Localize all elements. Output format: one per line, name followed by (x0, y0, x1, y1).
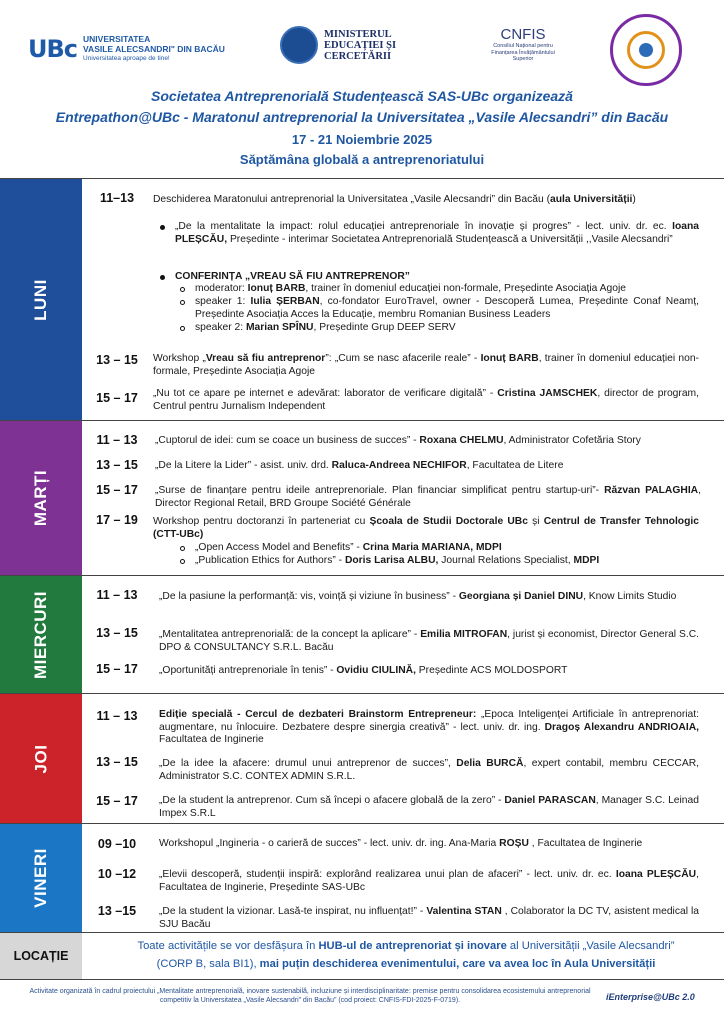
talk-item: „Publication Ethics for Authors” - Doris Larisa ALBU, Journal Relations Specialist, MDPI (195, 555, 600, 566)
ubc-logo-tagline: Universitatea aproape de tine! (83, 55, 170, 62)
location-label: LOCAȚIE (0, 933, 82, 979)
cnfis-sub3: Superior (512, 56, 534, 62)
header-logos (0, 0, 724, 84)
day-marti (0, 420, 724, 575)
event-title: Entrepathon@UBc - Maratonul antreprenorial la Universitatea „Vasile Alecsandri” din Bacău (55, 109, 669, 125)
cnfis-sub2: Finanțarea Învățământului (491, 49, 555, 56)
slot-desc: „Mentalitatea antreprenorială: de la concept la aplicare” - Emilia MITROFAN, jurist și economist, Director General S.C. DPO & CONSULTANCY S.R.L. Bacău (159, 629, 699, 653)
slot-time: 15 – 17 (96, 794, 138, 808)
slot-desc: „Cuptorul de idei: cum se coace un business de succes” - Roxana CHELMU, Administrator Cofetăria Story (155, 435, 641, 446)
slot-desc: „Nu tot ce apare pe internet e adevărat: laborator de verificare digitală” - Cristina JAMSCHEK, director de program, Centrul pentru Jurnalism Independent (153, 388, 699, 412)
slot-time: 17 – 19 (96, 513, 138, 527)
sas-logo-icon (610, 14, 682, 86)
slot-time: 15 – 17 (96, 483, 138, 497)
slot-time: 10 –12 (97, 867, 137, 881)
ienterprise-logo: iEnterprise@UBc 2.0 (606, 992, 695, 1002)
bullet-icon (160, 275, 165, 280)
slot-time: 13 – 15 (96, 626, 138, 640)
day-label-luni: LUNI (30, 278, 50, 321)
slot-time: 15 – 17 (96, 662, 138, 676)
slot-time: 09 –10 (97, 837, 137, 851)
speaker-item: speaker 1: Iulia ȘERBAN, co-fondator EuroTravel, owner - Descoperă Lumea, Președinte Conaf Neamț, Președinte Asociația Acces la Educație, membru Romanian Business Leaders (195, 296, 699, 320)
ubc-logo (28, 34, 225, 64)
slot-time: 13 – 15 (96, 458, 138, 472)
cnfis-title: CNFIS (500, 26, 546, 43)
ministry-line3: CERCETĂRII (324, 50, 392, 62)
ubc-logo-mark: UBc (28, 35, 78, 63)
slot-desc: Ediție specială - Cercul de dezbateri Brainstorm Entrepreneur: „Epoca Inteligenței Artificiale în antreprenoriat: augmentare, nu înlocuire. Dezbatere despre sinergia creativă” - lect. univ. dr. ing. Dragoș Alexandru ANDRIOAIA, Facultatea de Inginerie (159, 709, 699, 745)
slot-time: 11 – 13 (96, 433, 138, 447)
ministry-line1: MINISTERUL (324, 28, 392, 40)
slot-time: 13 – 15 (96, 353, 138, 367)
slot-desc: Workshop „Vreau să fiu antreprenor”: „Cum se nasc afacerile reale” - Ionuț BARB, trainer în domeniul educației non-formale, Președinte Asociația Agoje (153, 353, 699, 377)
day-miercuri (0, 575, 724, 693)
ministry-line2: EDUCAȚIEI ȘI (324, 39, 397, 51)
speaker-item: speaker 2: Marian SPÎNU, Președinte Grup DEEP SERV (195, 322, 456, 333)
location-text: Toate activitățile se vor desfășura în HUB-ul de antreprenoriat și inovare al Universității „Vasile Alecsandri” (CORP B, sala BI1), mai puțin deschiderea evenimentului, care va avea loc în Aula Universității (137, 940, 675, 970)
slot-desc: „Elevii descoperă, studenții inspiră: explorând realizarea unui plan de afaceri” - lect. univ. dr. ec. Ioana PLEȘCĂU, Facultatea de Inginerie, Președinte SAS-UBc (159, 869, 699, 893)
cnfis-sub1: Consiliul Național pentru (493, 43, 553, 49)
slot-desc: „De la idee la afacere: drumul unui antreprenor de succes”, Delia BURCĂ, expert contabil, membru CECCAR, Administrator S.C. CONTEX ADMIN S.R.L. (159, 758, 700, 782)
location-row (0, 932, 724, 980)
ubc-logo-line2: VASILE ALECSANDRI" DIN BACĂU (83, 44, 225, 54)
circle-bullet-icon (180, 559, 185, 564)
circle-bullet-icon (180, 300, 185, 305)
event-dates: 17 - 21 Noiembrie 2025 (291, 132, 433, 147)
day-joi (0, 693, 724, 823)
footer-note: Activitate organizată în cadrul proiectului „Mentalitate antreprenorială, inovare sustenabilă, incluziune și interdisciplinaritate: premise pentru consolidarea ecosistemului antreprenorial competitiv la Universitatea „Vasile Alecsandri” din Bacău” (cod proiect: CNFIS-FDI-2025-F-0719). (29, 988, 591, 1004)
slot-desc: Workshop pentru doctoranzi în parteneriat cu Școala de Studii Doctorale UBc și Centrul de Transfer Tehnologic (CTT-UBc) (153, 516, 699, 540)
speaker-item: moderator: Ionuț BARB, trainer în domeniul educației non-formale, Președinte Asociația Agoje (195, 283, 626, 294)
slot-time: 11 – 13 (96, 709, 138, 723)
slot-time: 13 –15 (97, 904, 137, 918)
slot-desc: „De la student la antreprenor. Cum să începi o afacere globală de la zero” - Daniel PARASCAN, Manager S.C. Leinad Impex S.R.L (159, 795, 699, 819)
circle-bullet-icon (180, 326, 185, 331)
circle-bullet-icon (180, 287, 185, 292)
event-subtitle: Săptămâna globală a antreprenoriatului (239, 152, 485, 167)
ministry-seal-icon (280, 26, 318, 64)
ministry-logo (280, 26, 396, 64)
day-luni (0, 178, 724, 420)
slot-time: 11 – 13 (96, 588, 138, 602)
slot-desc: „Oportunități antreprenoriale în tenis” - Ovidiu CIULINĂ, Președinte ACS MOLDOSPORT (159, 665, 568, 676)
slot-desc: „Surse de finanțare pentru ideile antreprenoriale. Plan financiar simplificat pentru startup-uri”- Răzvan PALAGHIA, Director Regional Retail, BRD Groupe Société Générale (155, 485, 701, 509)
talk-item: „Open Access Model and Benefits” - Crina Maria MARIANA, MDPI (195, 542, 502, 553)
talk-item: „De la mentalitate la impact: rolul educației antreprenoriale în inovație și progres” - lect. univ. dr. ec. Ioana PLEȘCĂU, Președinte - interimar Societatea Antreprenorială Studențească a Universității ,,Vasile Alecsandri” (175, 221, 699, 245)
slot-desc: Deschiderea Maratonului antreprenorial la Universitatea „Vasile Alecsandri” din Bacău (aula Universității) (153, 194, 636, 205)
day-label-miercuri: MIERCURI (31, 590, 50, 679)
slot-desc: Workshopul „Ingineria - o carieră de succes” - lect. univ. dr. ing. Ana-Maria ROȘU , Facultatea de Inginerie (159, 838, 643, 849)
ubc-logo-line1: UNIVERSITATEA (83, 34, 151, 44)
slot-time: 13 – 15 (96, 755, 138, 769)
slot-desc: „De la pasiune la performanță: vis, voință și viziune în business” - Georgiana și Daniel DINU, Know Limits Studio (159, 591, 677, 602)
day-label-marti: MARȚI (30, 469, 50, 527)
conference-title: CONFERINȚA „VREAU SĂ FIU ANTREPRENOR” (175, 271, 410, 282)
slot-time: 11–13 (99, 191, 135, 205)
circle-bullet-icon (180, 546, 185, 551)
organizer-line: Societatea Antreprenorială Studențească SAS-UBc organizează (151, 88, 573, 104)
slot-desc: „De la student la vizionar. Lasă-te inspirat, nu influențat!” - Valentina STAN , Colaborator la DC TV, asistent medical la SJU Bacău (159, 906, 699, 930)
day-label-vineri: VINERI (31, 848, 50, 908)
bullet-icon (160, 225, 165, 230)
day-label-joi: JOI (31, 744, 50, 773)
slot-desc: „De la Litere la Lider” - asist. univ. drd. Raluca-Andreea NECHIFOR, Facultatea de Litere (155, 460, 564, 471)
slot-time: 15 – 17 (96, 391, 138, 405)
event-header (0, 86, 724, 170)
day-vineri (0, 823, 724, 932)
cnfis-logo (478, 26, 568, 63)
